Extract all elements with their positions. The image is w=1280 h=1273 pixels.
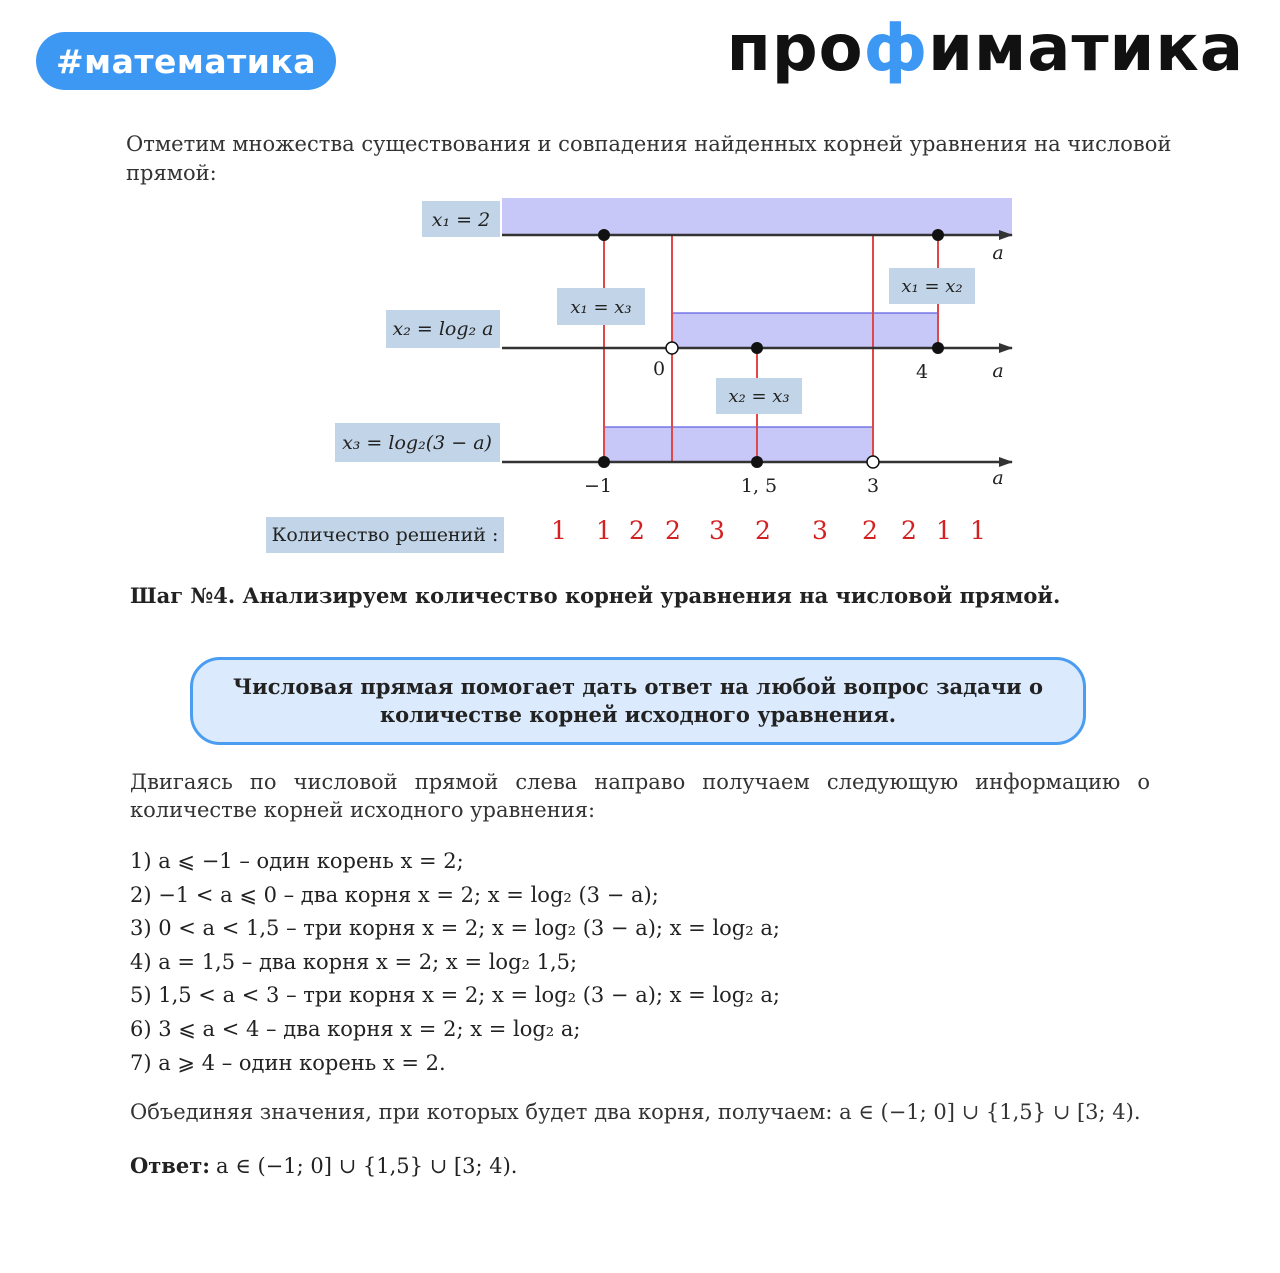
point-line3-one-five xyxy=(751,456,763,468)
band-x1 xyxy=(502,198,1012,235)
solution-count: 2 xyxy=(629,516,645,545)
label-x1-eq-x2: x₁ = x₂ xyxy=(901,276,963,297)
solution-count: 3 xyxy=(709,516,725,545)
point-line2-four xyxy=(932,342,944,354)
point-line2-one-five xyxy=(751,342,763,354)
solution-count: 1 xyxy=(551,516,567,545)
logo-text-end: иматика xyxy=(928,12,1244,86)
label-x3: x₃ = log₂(3 − a) xyxy=(342,432,492,454)
band-x3 xyxy=(604,427,873,462)
solution-count: 1 xyxy=(596,516,612,545)
tick-label-four: 4 xyxy=(915,361,929,383)
case-item: 4) a = 1,5 – два корня x = 2; x = log₂ 1,5; xyxy=(130,949,578,974)
cases-list xyxy=(130,845,780,1080)
callout-box xyxy=(190,657,1086,745)
case-item: 7) a ⩾ 4 – один корень x = 2. xyxy=(130,1050,446,1075)
label-x1-eq-x3: x₁ = x₃ xyxy=(570,297,632,318)
solution-count: 1 xyxy=(936,516,952,545)
tick-label-one-five: 1, 5 xyxy=(740,475,778,497)
tick-label-three: 3 xyxy=(866,475,880,497)
union-statement: Объединяя значения, при которых будет два корня, получаем: a ∈ (−1; 0] ∪ {1,5} ∪ [3; 4). xyxy=(130,1100,1141,1124)
step-title: Шаг №4. Анализируем количество корней уравнения на числовой прямой. xyxy=(130,583,1061,608)
callout-text: Числовая прямая помогает дать ответ на любой вопрос задачи о количестве корней исходного уравнения. xyxy=(232,674,1044,727)
answer-value: a ∈ (−1; 0] ∪ {1,5} ∪ [3; 4). xyxy=(216,1154,518,1178)
axis-var-line2: a xyxy=(992,360,1004,382)
axis-var-line1: a xyxy=(992,242,1004,264)
point-line3-three-open xyxy=(867,456,879,468)
answer-line xyxy=(130,1153,517,1178)
axis-var-line3: a xyxy=(992,467,1004,489)
answer-label: Ответ: xyxy=(130,1153,211,1178)
solution-count: 3 xyxy=(812,516,828,545)
intro-text: Отметим множества существования и совпадения найденных корней уравнения на числовой прямой: xyxy=(126,132,1172,185)
explanation-paragraph: Двигаясь по числовой прямой слева направо получаем следующую информацию о количестве корней исходного уравнения: xyxy=(130,770,1150,822)
solution-counts xyxy=(551,516,986,545)
label-x1: x₁ = 2 xyxy=(431,209,491,231)
logo-accent-letter: ф xyxy=(863,12,929,86)
tick-label-zero: 0 xyxy=(652,358,666,380)
solution-count: 1 xyxy=(970,516,986,545)
solution-count: 2 xyxy=(862,516,878,545)
solution-count: 2 xyxy=(901,516,917,545)
logo-text-start: про xyxy=(726,12,864,86)
point-line1-minus-one xyxy=(598,229,610,241)
case-item: 1) a ⩽ −1 – один корень x = 2; xyxy=(130,849,464,873)
solutions-label: Количество решений : xyxy=(271,524,499,546)
point-line1-four xyxy=(932,229,944,241)
case-item: 2) −1 < a ⩽ 0 – два корня x = 2; x = log₂ (3 − a); xyxy=(130,882,659,907)
point-line2-zero-open xyxy=(666,342,678,354)
number-line-diagram xyxy=(0,0,1280,580)
point-line3-minus-one xyxy=(598,456,610,468)
tick-label-minus-one: −1 xyxy=(583,475,613,497)
label-x2: x₂ = log₂ a xyxy=(392,318,494,340)
solution-count: 2 xyxy=(665,516,681,545)
label-x2-eq-x3: x₂ = x₃ xyxy=(728,386,790,407)
band-x2 xyxy=(672,313,938,348)
hashtag-badge[interactable]: #математика xyxy=(36,32,336,90)
solution-count: 2 xyxy=(755,516,771,545)
case-item: 6) 3 ⩽ a < 4 – два корня x = 2; x = log₂ a; xyxy=(130,1016,581,1041)
case-item: 3) 0 < a < 1,5 – три корня x = 2; x = log₂ (3 − a); x = log₂ a; xyxy=(130,916,780,941)
case-item: 5) 1,5 < a < 3 – три корня x = 2; x = log₂ (3 − a); x = log₂ a; xyxy=(130,983,780,1008)
